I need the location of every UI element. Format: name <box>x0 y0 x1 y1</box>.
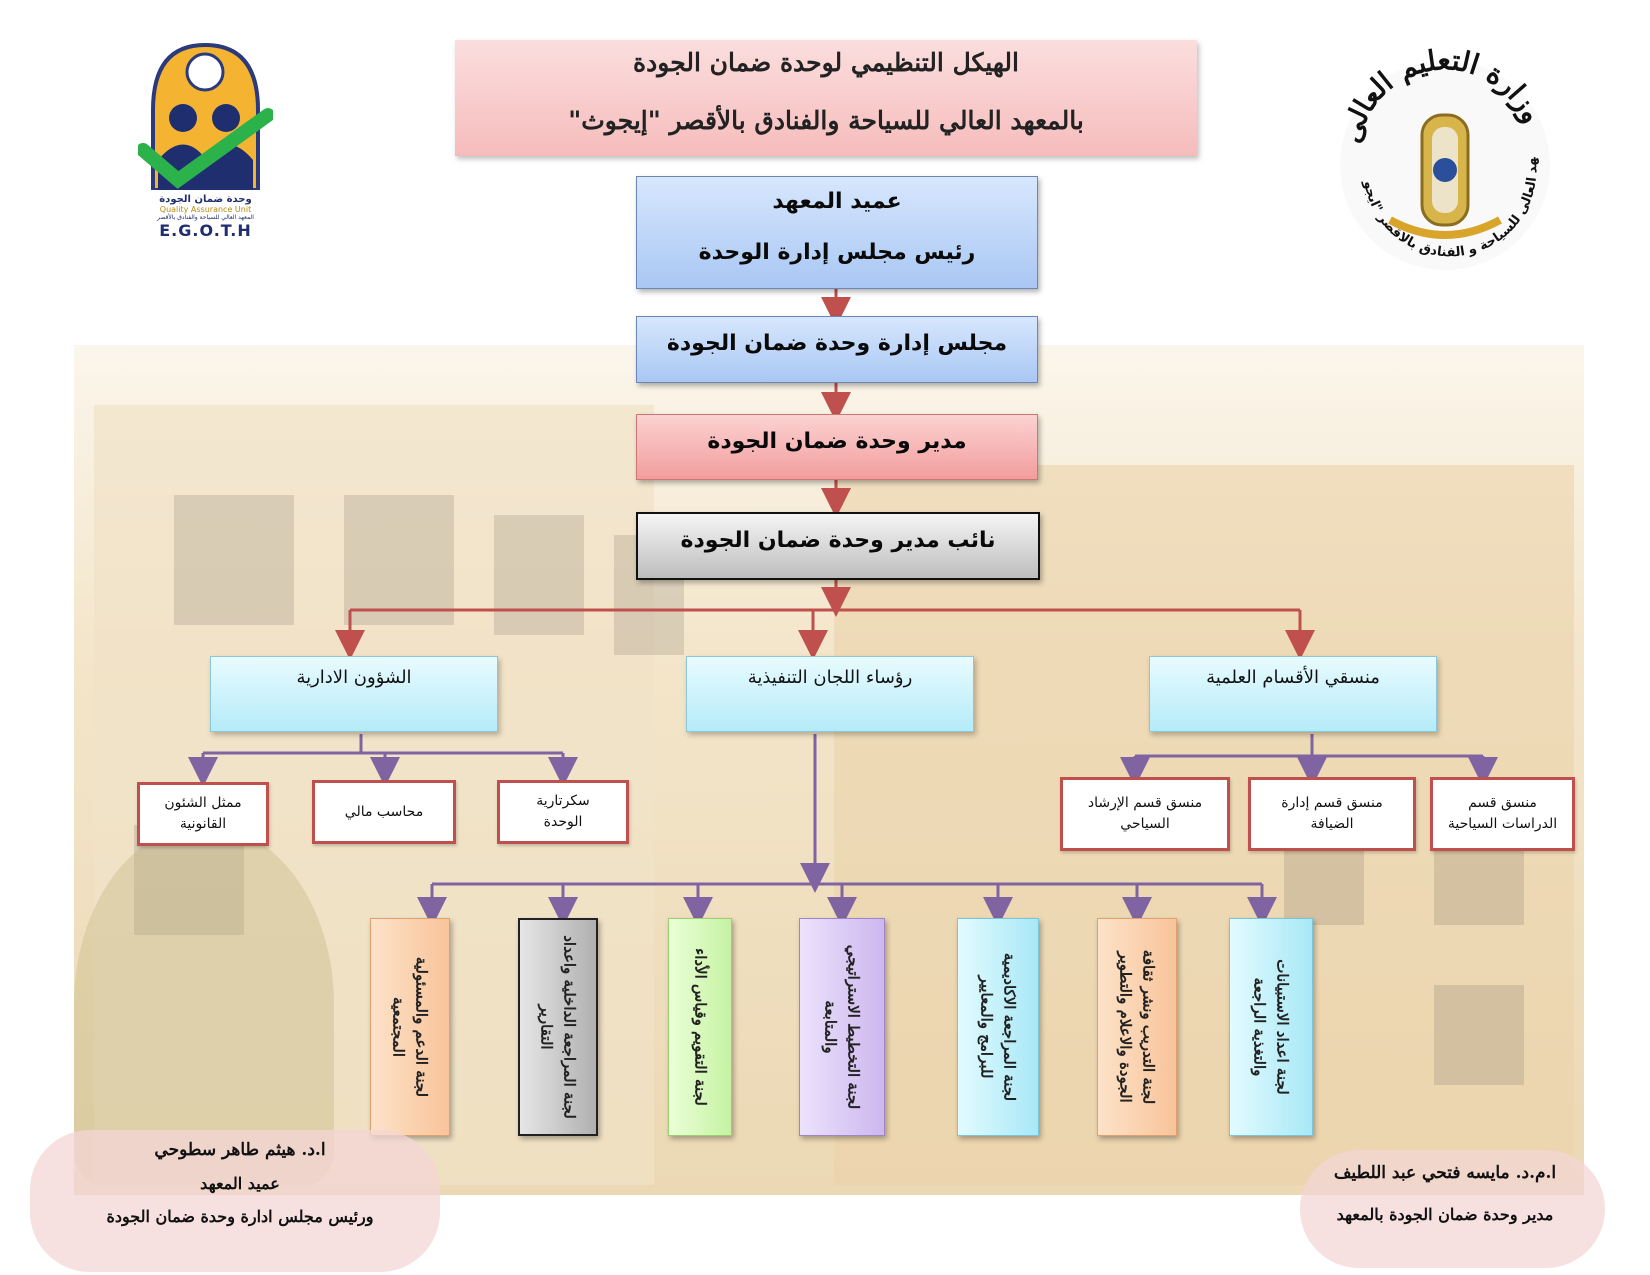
committee-internal-review <box>518 918 598 1136</box>
secretary-line-1: سكرتارية <box>536 793 590 809</box>
title-line-1: الهيكل التنظيمي لوحدة ضمان الجودة <box>633 48 1019 77</box>
guidance-line-2: السياحي <box>1120 816 1170 832</box>
committee-4-line-1: لجنة التخطيط الاستراتيجي <box>844 944 863 1110</box>
director-name: ا.م.د. مايسه فتحي عبد اللطيف <box>1333 1163 1557 1183</box>
committee-evaluation <box>668 918 732 1136</box>
hospitality-line-1: منسق قسم إدارة <box>1281 795 1383 811</box>
chart-title <box>455 40 1197 156</box>
dean-role: رئيس مجلس إدارة الوحدة <box>698 240 976 265</box>
dean-signature <box>60 1140 420 1226</box>
accountant-line-1: محاسب مالي <box>344 803 424 820</box>
committee-training-culture <box>1097 918 1177 1136</box>
admin-affairs-label: الشؤون الادارية <box>296 667 412 688</box>
ministry-logo <box>1330 45 1560 275</box>
quality-unit-english-name: Quality Assurance Unit <box>159 205 252 214</box>
hospitality-coordinator-box <box>1248 777 1416 851</box>
committee-community-support <box>370 918 450 1136</box>
committee-4-line-2: والمتابعة <box>822 1000 840 1054</box>
committee-7-line-2: والتغذية الراجعة <box>1251 977 1269 1077</box>
hospitality-line-2: الضيافة <box>1310 816 1354 832</box>
secretary-box <box>497 780 629 844</box>
committee-2-line-2: التقارير <box>538 1004 556 1050</box>
committee-5-line-2: للبرامج والمعايير <box>978 975 996 1079</box>
quality-unit-arabic-name: وحدة ضمان الجودة <box>159 194 252 205</box>
director-sign-role: مدير وحدة ضمان الجودة بالمعهد <box>1336 1205 1554 1224</box>
secretary-line-2: الوحدة <box>543 814 583 830</box>
department-coordinators-label: منسقي الأقسام العلمية <box>1206 667 1380 688</box>
tour-guidance-coordinator-box <box>1060 777 1230 851</box>
dean-title: عميد المعهد <box>772 189 902 214</box>
committee-strategic-planning <box>799 918 885 1136</box>
committee-6-line-2: الجودة والاعلام والتطوير <box>1117 951 1135 1103</box>
committee-1-line-2: المجتمعية <box>390 996 408 1058</box>
quality-unit-acronym: E.G.O.T.H <box>159 221 252 240</box>
deputy-label: نائب مدير وحدة ضمان الجودة <box>680 528 996 553</box>
legal-representative-box <box>137 782 269 846</box>
dean-box <box>636 176 1038 289</box>
guidance-line-1: منسق قسم الإرشاد <box>1087 795 1203 811</box>
quality-unit-emblem-icon <box>138 40 273 190</box>
department-coordinators-box <box>1149 656 1437 732</box>
director-label: مدير وحدة ضمان الجودة <box>707 429 967 454</box>
legal-line-2: القانونية <box>179 816 227 832</box>
committee-5-line-1: لجنة المراجعة الاكاديمية <box>1000 952 1019 1102</box>
committee-heads-label: رؤساء اللجان التنفيذية <box>747 667 913 688</box>
committee-1-line-1: لجنة الدعم والمسئولية <box>412 956 431 1098</box>
institute-seal-text: هد العالى للسياحة و الفنادق بالاقصر "ايجو <box>1360 156 1541 261</box>
committee-3-line-1: لجنة التقويم وقياس الأداء <box>691 948 710 1106</box>
ministry-seal-icon <box>1330 45 1560 275</box>
tourism-studies-coordinator-box <box>1430 777 1575 851</box>
dean-sign-role-2: ورئيس مجلس ادارة وحدة ضمان الجودة <box>106 1207 374 1226</box>
director-signature <box>1300 1163 1590 1224</box>
director-box <box>636 414 1038 480</box>
committee-7-line-1: لجنة اعداد الاستبيانات <box>1273 959 1292 1095</box>
studies-line-2: الدراسات السياحية <box>1447 816 1558 832</box>
committee-surveys-feedback <box>1229 918 1313 1136</box>
deputy-box <box>636 512 1040 580</box>
committee-6-line-1: لجنة التدريب ونشر ثقافة <box>1139 949 1158 1105</box>
committee-heads-box <box>686 656 974 732</box>
committee-academic-review <box>957 918 1039 1136</box>
board-box <box>636 316 1038 383</box>
dean-sign-role-1: عميد المعهد <box>200 1174 280 1193</box>
accountant-box <box>312 780 456 844</box>
admin-affairs-box <box>210 656 498 732</box>
studies-line-1: منسق قسم <box>1468 795 1537 811</box>
ministry-seal-text: وزارة التعليم العالى <box>1334 45 1550 147</box>
title-line-2: بالمعهد العالي للسياحة والفنادق بالأقصر "إيجوث" <box>568 106 1084 135</box>
quality-unit-logo <box>138 40 273 240</box>
legal-line-1: ممثل الشئون <box>164 795 242 811</box>
dean-name: ا.د. هيثم طاهر سطوحي <box>154 1140 326 1160</box>
board-label: مجلس إدارة وحدة ضمان الجودة <box>666 331 1008 356</box>
quality-unit-institute: المعهد العالي للسياحة والفنادق بالأقصر <box>157 214 254 221</box>
committee-2-line-1: لجنة المراجعة الداخلية واعداد <box>560 935 579 1119</box>
